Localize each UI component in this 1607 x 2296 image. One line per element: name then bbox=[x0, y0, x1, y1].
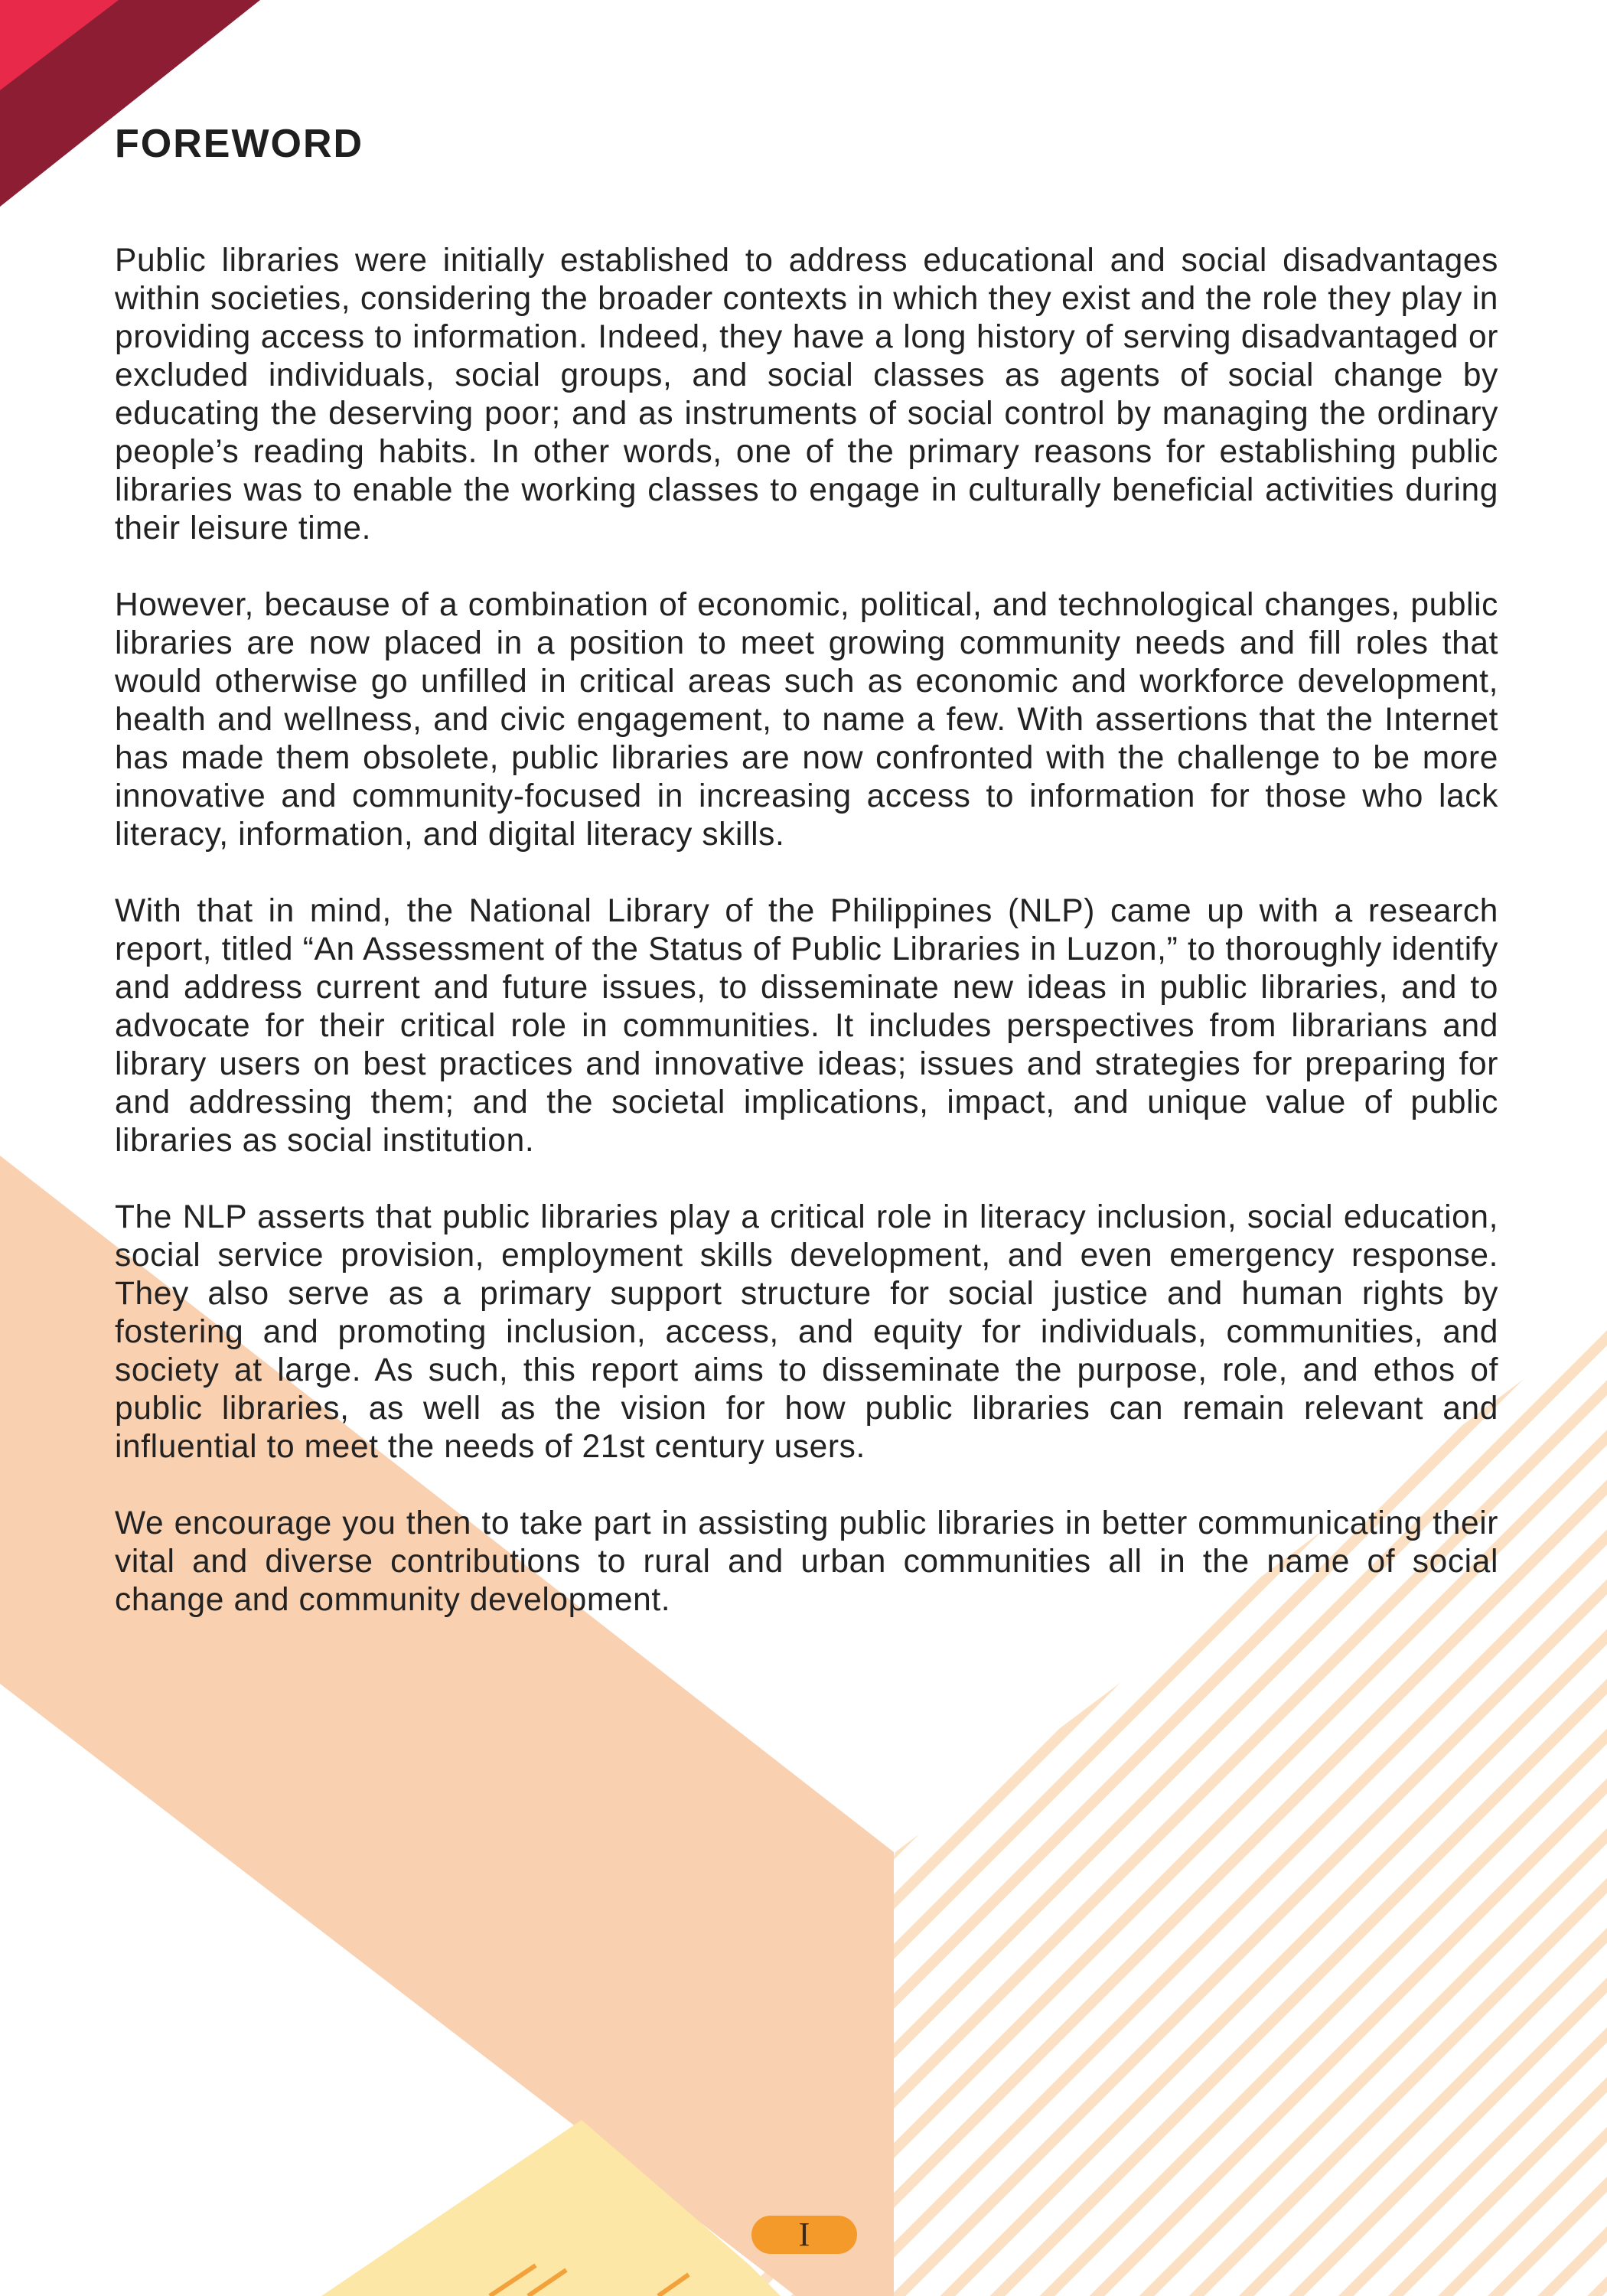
page-title: FOREWORD bbox=[115, 122, 364, 166]
paragraph-5: We encourage you then to take part in assisting public libraries in better communicating their vital and diverse contributions to rural and urban communities all in the name of social change and community development. bbox=[115, 1505, 1498, 1618]
foreword-body bbox=[115, 242, 1498, 1658]
paragraph-2: However, because of a combination of economic, political, and technological changes, public libraries are now placed in a position to meet growing community needs and fill roles that would otherwise go unfilled in critical areas such as economic and workforce development, health and wellness, and civic engagement, to name a few. With assertions that the Internet has made them obsolete, public libraries are now confronted with the challenge to be more innovative and community-focused in increasing access to information for those who lack literacy, information, and digital literacy skills. bbox=[115, 587, 1498, 853]
page-number: I bbox=[798, 2216, 810, 2253]
paragraph-1: Public libraries were initially established to address educational and social disadvantages within societies, considering the broader contexts in which they exist and the role they play in providing access to information. Indeed, they have a long history of serving disadvantaged or excluded individuals, social groups, and social classes as agents of social change by educating the deserving poor; and as instruments of social control by managing the ordinary people’s reading habits. In other words, one of the primary reasons for establishing public libraries was to enable the working classes to engage in culturally beneficial activities during their leisure time. bbox=[115, 243, 1498, 546]
paragraph-3: With that in mind, the National Library of the Philippines (NLP) came up with a research report, titled “An Assessment of the Status of Public Libraries in Luzon,” to thoroughly identify and address current and future issues, to disseminate new ideas in public libraries, and to advocate for their critical role in communities. It includes perspectives from librarians and library users on best practices and innovative ideas; issues and strategies for preparing for and addressing them; and the societal implications, impact, and unique value of public libraries as social institution. bbox=[115, 893, 1498, 1159]
page-number-badge bbox=[751, 2216, 857, 2254]
paragraph-4: The NLP asserts that public libraries play a critical role in literacy inclusion, social education, social service provision, employment skills development, and even emergency response. They also serve as a primary support structure for social justice and human rights by fostering and promoting inclusion, access, and equity for individuals, communities, and society at large. As such, this report aims to disseminate the purpose, role, and ethos of public libraries, as well as the vision for how public libraries can remain relevant and influential to meet the needs of 21st century users. bbox=[115, 1199, 1498, 1465]
